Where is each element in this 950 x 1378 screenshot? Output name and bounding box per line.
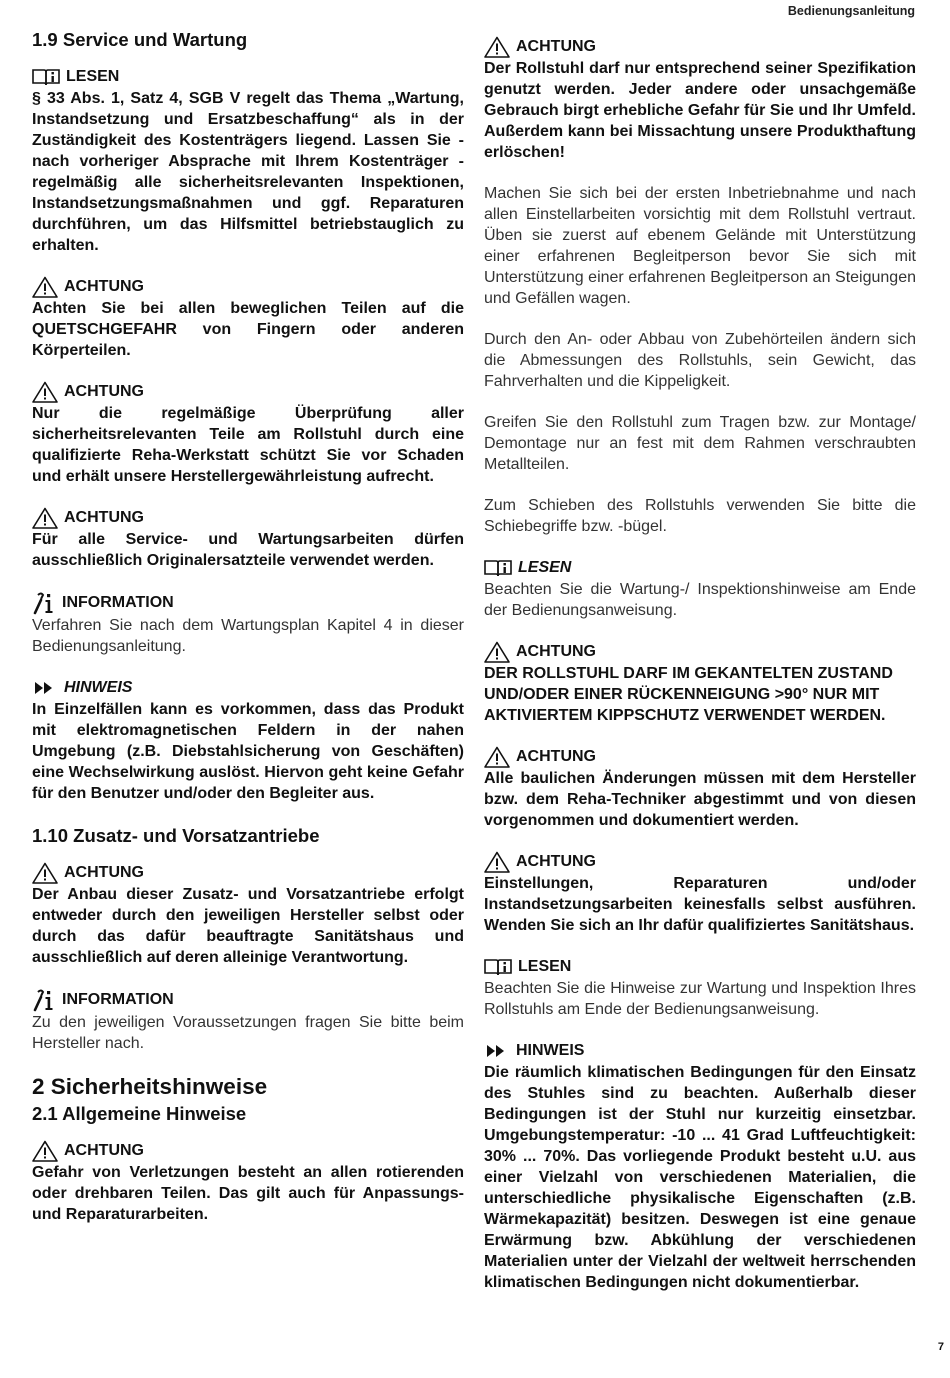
notice-label: ACHTUNG	[64, 864, 144, 881]
wrench-info-icon	[32, 591, 56, 615]
warning-triangle-icon	[484, 641, 510, 663]
notice-warning	[484, 36, 916, 163]
book-icon	[484, 559, 512, 577]
notice-warning	[484, 851, 916, 936]
notice-label: ACHTUNG	[64, 383, 144, 400]
notice-text: Alle baulichen Änderungen müssen mit dem Hersteller bzw. dem Reha-Techniker abgestimmt und von diesen vorgenommen und dokumentiert werden.	[484, 770, 916, 829]
notice-label: INFORMATION	[62, 594, 174, 611]
book-icon	[32, 68, 60, 86]
notice-hint	[484, 1040, 916, 1293]
notice-text: In Einzelfällen kann es vorkommen, dass das Produkt mit elektromagnetischen Feldern in der nahen Umgebung (z.B. Diebstahlsicherung von Geschäften) eine Wechselwirkung auslöst. Hiervon geht keine Gefahr für den Benutzer und/oder den Begleiter aus.	[32, 701, 464, 802]
notice-label: LESEN	[518, 958, 572, 975]
section-heading-1-9: 1.9 Service und Wartung	[32, 29, 248, 50]
body-paragraph: Greifen Sie den Rollstuhl zum Tragen bzw. zur Montage/ Demontage nur an fest mit dem Rahmen verschraubten Metallteilen.	[484, 414, 916, 473]
section-heading-2-1: 2.1 Allgemeine Hinweise	[32, 1103, 247, 1124]
notice-label: HINWEIS	[64, 679, 133, 696]
warning-triangle-icon	[32, 1140, 58, 1162]
notice-label: ACHTUNG	[64, 1142, 144, 1159]
notice-hint	[32, 677, 464, 804]
warning-triangle-icon	[32, 862, 58, 884]
warning-triangle-icon	[32, 507, 58, 529]
section-heading-1-10: 1.10 Zusatz- und Vorsatzantriebe	[32, 825, 320, 846]
notice-text: § 33 Abs. 1, Satz 4, SGB V regelt das Thema „Wartung, Instandsetzung und Ersatzbeschaffung“ als in der Zuständigkeit des Kostenträgers liegend. Lassen Sie - nach vorheriger Absprache mit Ihrem Kostenträger - regelmäßig alle sicherheitsrelevanten Inspektionen, Instandsetzungsmaßnahmen und ggf. Reparaturen durchführen, um das Hilfsmittel betriebstauglich zu erhalten.	[32, 90, 464, 254]
notice-warning	[32, 507, 464, 571]
body-paragraph: Zum Schieben des Rollstuhls verwenden Sie bitte die Schiebegriffe bzw. -bügel.	[484, 497, 916, 535]
warning-triangle-icon	[32, 381, 58, 403]
body-paragraph: Machen Sie sich bei der ersten Inbetriebnahme und nach allen Einstellarbeiten vorsichtig mit dem Rollstuhl vertraut. Üben sie zuerst auf ebenem Gelände mit Unterstützung einer erfahrenen Begleitperson bevor Sie sich mit Unterstützung einer erfahrenen Begleitperson an Steigungen und Gefällen wagen.	[484, 185, 916, 307]
notice-text: Nur die regelmäßige Überprüfung aller sicherheitsrelevanten Teile am Rollstuhl durch eine qualifizierte Reha-Werkstatt schützt Sie vor Schaden und erhält unsere Herstellergewährleistung aufrecht.	[32, 405, 464, 485]
warning-triangle-icon	[484, 36, 510, 58]
notice-label: ACHTUNG	[516, 853, 596, 870]
notice-text: Verfahren Sie nach dem Wartungsplan Kapitel 4 in dieser Bedienungsanleitung.	[32, 617, 464, 655]
notice-label: HINWEIS	[516, 1042, 585, 1059]
warning-triangle-icon	[32, 276, 58, 298]
notice-text: Für alle Service- und Wartungsarbeiten dürfen ausschließlich Originalersatzteile verwendet werden.	[32, 531, 464, 569]
section-heading-2: 2 Sicherheitshinweise	[32, 1074, 268, 1099]
notice-text: DER ROLLSTUHL DARF IM GEKANTELTEN ZUSTAND UND/ODER EINER RÜCKENNEIGUNG >90° NUR MIT AKTIVIERTEM KIPPSCHUTZ VERWENDET WERDEN.	[484, 665, 893, 724]
wrench-info-icon	[32, 988, 56, 1012]
warning-triangle-icon	[484, 746, 510, 768]
notice-label: ACHTUNG	[516, 643, 596, 660]
notice-label: LESEN	[66, 68, 120, 85]
notice-text: Beachten Sie die Hinweise zur Wartung und Inspektion Ihres Rollstuhls am Ende der Bedienungsanweisung.	[484, 980, 916, 1018]
page-number: 7	[937, 1341, 944, 1353]
notice-label: ACHTUNG	[64, 278, 144, 295]
notice-text: Die räumlich klimatischen Bedingungen für den Einsatz des Stuhles sind zu beachten. Außerhalb dieser Bedingungen ist der Stuhl nur kurzeitig einsetzbar. Umgebungstemperatur: -10 ... 41 Grad Luftfeuchtigkeit: 30% ... 70%. Das vorliegende Produkt besteht u.U. aus einer Vielzahl von verschiedenen Materialien, die unterschiedliche physikalische Eigenschaften (z.B. Wärmekapazität) besitzen. Deswegen ist eine genaue Erwärmung bzw. Abkühlung der verschiedenen Materialien unter der Vielzahl der weltweit herrschenden klimatischen Bedingungen nicht dokumentierbar.	[484, 1064, 916, 1291]
warning-triangle-icon	[484, 851, 510, 873]
notice-text: Der Anbau dieser Zusatz- und Vorsatzantriebe erfolgt entweder durch den jeweiligen Hersteller selbst oder durch das dafür beauftragte Sanitätshaus und ausschließlich auf deren alleinige Verantwortung.	[32, 886, 464, 966]
document-header: Bedienungsanleitung	[787, 4, 915, 18]
fast-forward-icon	[484, 1043, 510, 1059]
notice-text: Achten Sie bei allen beweglichen Teilen auf die QUETSCHGEFAHR von Fingern oder anderen Körperteilen.	[32, 300, 464, 359]
notice-read	[484, 956, 916, 1020]
book-icon	[484, 958, 512, 976]
left-column	[32, 28, 464, 1245]
body-paragraph: Durch den An- oder Abbau von Zubehörteilen ändern sich die Abmessungen des Rollstuhls, sein Gewicht, das Fahrverhalten und die Kippeligkeit.	[484, 331, 916, 390]
notice-label: ACHTUNG	[516, 38, 596, 55]
notice-read	[32, 66, 464, 256]
notice-warning	[484, 746, 916, 831]
notice-label: LESEN	[518, 559, 572, 576]
notice-warning	[484, 641, 916, 726]
notice-warning	[32, 276, 464, 361]
fast-forward-icon	[32, 680, 58, 696]
notice-text: Beachten Sie die Wartung-/ Inspektionshinweise am Ende der Bedienungsanweisung.	[484, 581, 916, 619]
right-column	[484, 36, 916, 1313]
notice-read	[484, 557, 916, 621]
notice-text: Einstellungen, Reparaturen und/oder Instandsetzungsarbeiten keinesfalls selbst ausführen. Wenden Sie sich an Ihr dafür qualifiziertes Sanitätshaus.	[484, 875, 916, 934]
notice-label: INFORMATION	[62, 991, 174, 1008]
notice-label: ACHTUNG	[64, 509, 144, 526]
notice-text: Zu den jeweiligen Voraussetzungen fragen Sie bitte beim Hersteller nach.	[32, 1014, 464, 1052]
notice-warning	[32, 381, 464, 487]
notice-warning	[32, 1140, 464, 1225]
notice-text: Der Rollstuhl darf nur entsprechend seiner Spezifikation genutzt werden. Jeder andere oder unsachgemäße Gebrauch birgt erhebliche Gefahr für Sie und Ihr Umfeld. Außerdem kann bei Missachtung unsere Produkthaftung erlöschen!	[484, 60, 916, 161]
notice-warning	[32, 862, 464, 968]
notice-text: Gefahr von Verletzungen besteht an allen rotierenden oder drehbaren Teilen. Das gilt auch für Anpassungs- und Reparaturarbeiten.	[32, 1164, 464, 1223]
notice-information	[32, 591, 464, 657]
notice-information	[32, 988, 464, 1054]
notice-label: ACHTUNG	[516, 748, 596, 765]
